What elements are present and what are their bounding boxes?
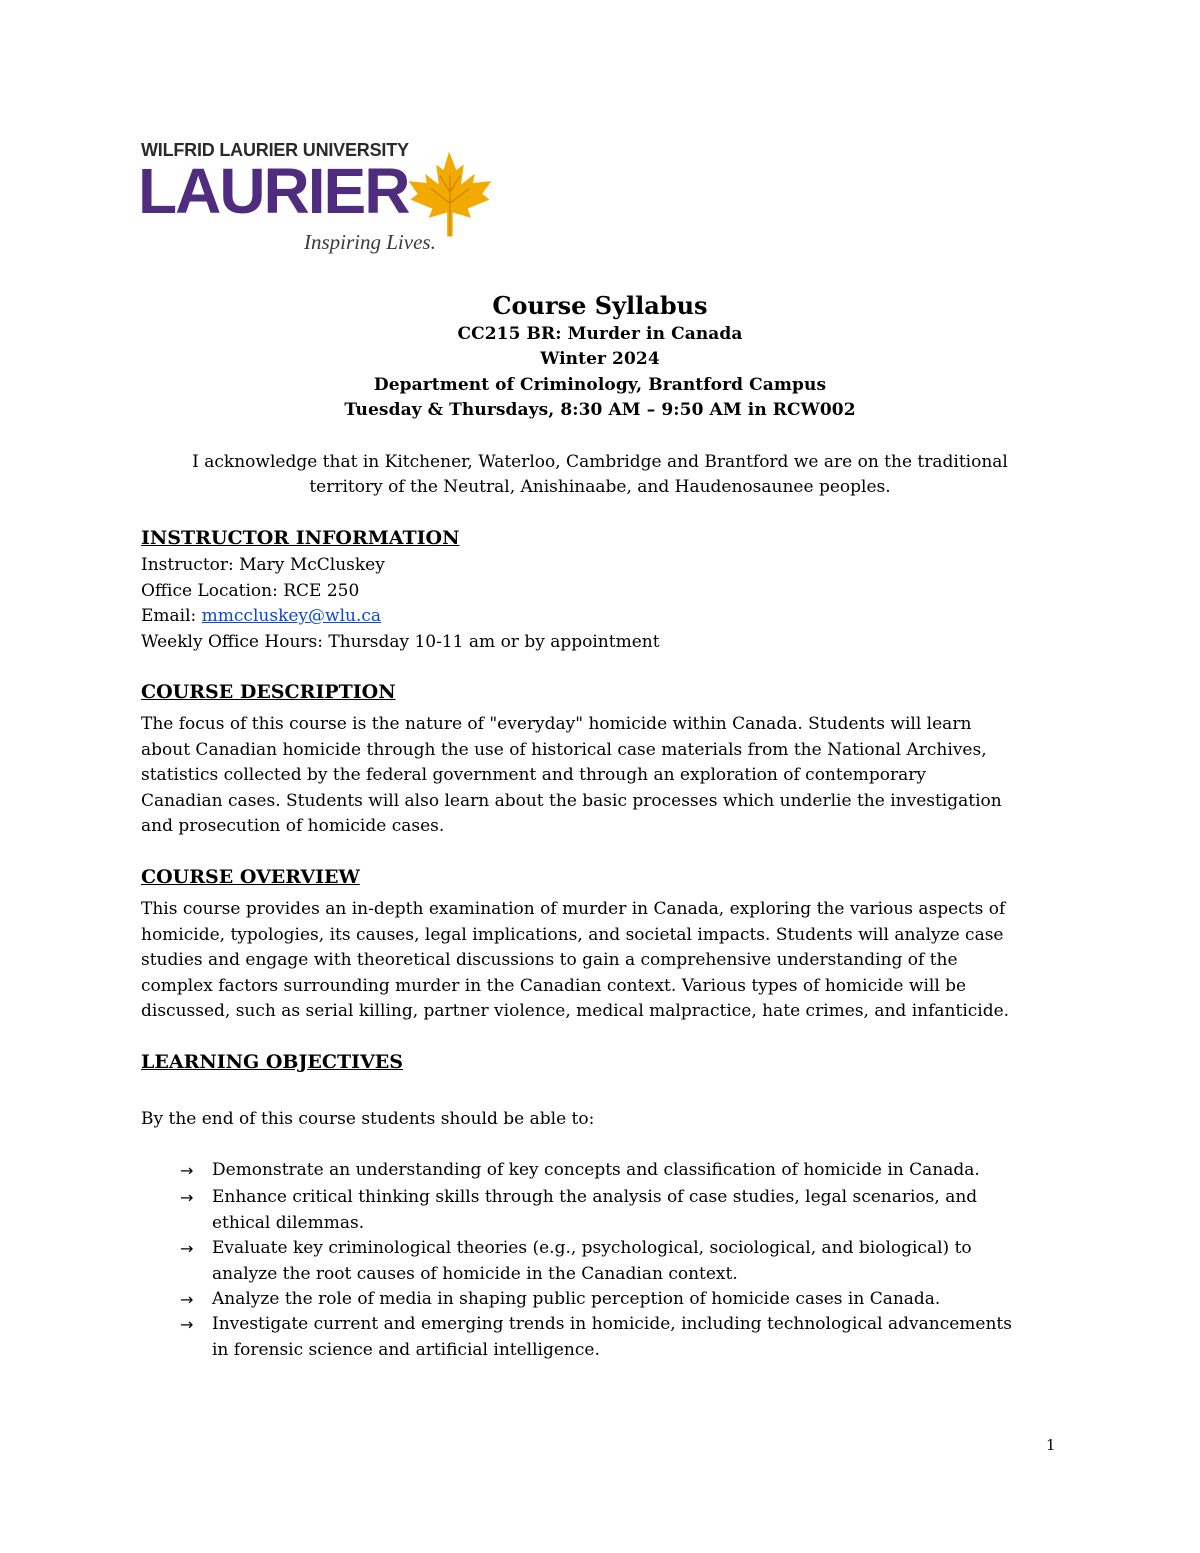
email-line xyxy=(141,604,1066,630)
department: Department of Criminology, Brantford Campus xyxy=(373,375,827,395)
class-schedule: Tuesday & Thursdays, 8:30 AM – 9:50 AM in RCW002 xyxy=(344,400,856,420)
instructor-heading: INSTRUCTOR INFORMATION xyxy=(141,527,460,549)
overview-heading: COURSE OVERVIEW xyxy=(141,866,360,888)
objectives-intro: By the end of this course students should be able to: xyxy=(141,1109,595,1129)
objective-line: ethical dilemmas. xyxy=(212,1212,365,1233)
objective-line: Demonstrate an understanding of key concepts and classification of homicide in Canada. xyxy=(212,1160,980,1180)
objective-line: Investigate current and emerging trends in homicide, including technological advancements xyxy=(212,1314,1012,1334)
maple-leaf-icon xyxy=(401,148,497,240)
overview-text xyxy=(141,897,1066,1025)
instructor-info xyxy=(141,553,1066,655)
paragraph-line: complex factors surrounding murder in the Canadian context. Various types of homicide will be xyxy=(141,975,967,996)
description-text xyxy=(141,712,1066,840)
course-code: CC215 BR: Murder in Canada xyxy=(457,324,743,344)
paragraph-line: studies and engage with theoretical discussions to gain a comprehensive understanding of the xyxy=(141,950,958,970)
arrow-right-icon: → xyxy=(180,1290,194,1309)
paragraph-line: about Canadian homicide through the use of historical case materials from the National Archives, xyxy=(141,739,987,760)
paragraph-line: and prosecution of homicide cases. xyxy=(141,816,445,836)
arrow-right-icon: → xyxy=(180,1315,194,1334)
land-acknowledgement xyxy=(140,450,1060,500)
university-name: WILFRID LAURIER UNIVERSITY xyxy=(141,140,409,160)
page-number: 1 xyxy=(1046,1436,1056,1454)
paragraph-line: The focus of this course is the nature of "everyday" homicide within Canada. Students will learn xyxy=(141,714,972,734)
objective-text xyxy=(212,1312,1072,1363)
objective-text xyxy=(212,1236,1072,1287)
logo-tagline: Inspiring Lives. xyxy=(304,230,436,254)
paragraph-line: statistics collected by the federal government and through an exploration of contemporary xyxy=(141,765,927,785)
office-location: Office Location: RCE 250 xyxy=(141,580,360,601)
arrow-right-icon: → xyxy=(180,1161,194,1180)
objective-text xyxy=(212,1158,1072,1184)
objective-line: in forensic science and artificial intelligence. xyxy=(212,1339,600,1360)
email-label: Email: xyxy=(141,606,202,626)
paragraph-line: This course provides an in-depth examination of murder in Canada, exploring the various aspects of xyxy=(141,899,1006,919)
objective-text xyxy=(212,1185,1072,1236)
objective-line: Enhance critical thinking skills through the analysis of case studies, legal scenarios, and xyxy=(212,1187,978,1207)
objective-line: analyze the root causes of homicide in the Canadian context. xyxy=(212,1263,738,1284)
paragraph-line: Canadian cases. Students will also learn about the basic processes which underlie the investigation xyxy=(141,790,1002,811)
logo-wordmark: LAURIER xyxy=(138,155,409,227)
arrow-right-icon: → xyxy=(180,1239,194,1258)
objective-text xyxy=(212,1287,1072,1313)
objectives-heading: LEARNING OBJECTIVES xyxy=(141,1051,404,1073)
email-link[interactable]: mmccluskey@wlu.ca xyxy=(201,606,382,626)
instructor-name: Instructor: Mary McCluskey xyxy=(141,555,385,575)
acknowledgement-line: I acknowledge that in Kitchener, Waterloo, Cambridge and Brantford we are on the traditional xyxy=(192,452,1008,472)
description-heading: COURSE DESCRIPTION xyxy=(141,681,396,703)
university-logo xyxy=(138,140,511,258)
page-title: Course Syllabus xyxy=(492,291,708,320)
objective-line: Analyze the role of media in shaping public perception of homicide cases in Canada. xyxy=(212,1289,941,1309)
paragraph-line: homicide, typologies, its causes, legal implications, and societal impacts. Students will analyze case xyxy=(141,924,1004,945)
objective-line: Evaluate key criminological theories (e.g., psychological, sociological, and biological) to xyxy=(212,1238,972,1258)
paragraph-line: discussed, such as serial killing, partner violence, medical malpractice, hate crimes, and infanticide. xyxy=(141,1001,1010,1021)
course-term: Winter 2024 xyxy=(540,349,660,369)
arrow-right-icon: → xyxy=(180,1188,194,1207)
office-hours: Weekly Office Hours: Thursday 10-11 am or by appointment xyxy=(141,631,660,652)
acknowledgement-line: territory of the Neutral, Anishinaabe, and Haudenosaunee peoples. xyxy=(309,477,891,497)
